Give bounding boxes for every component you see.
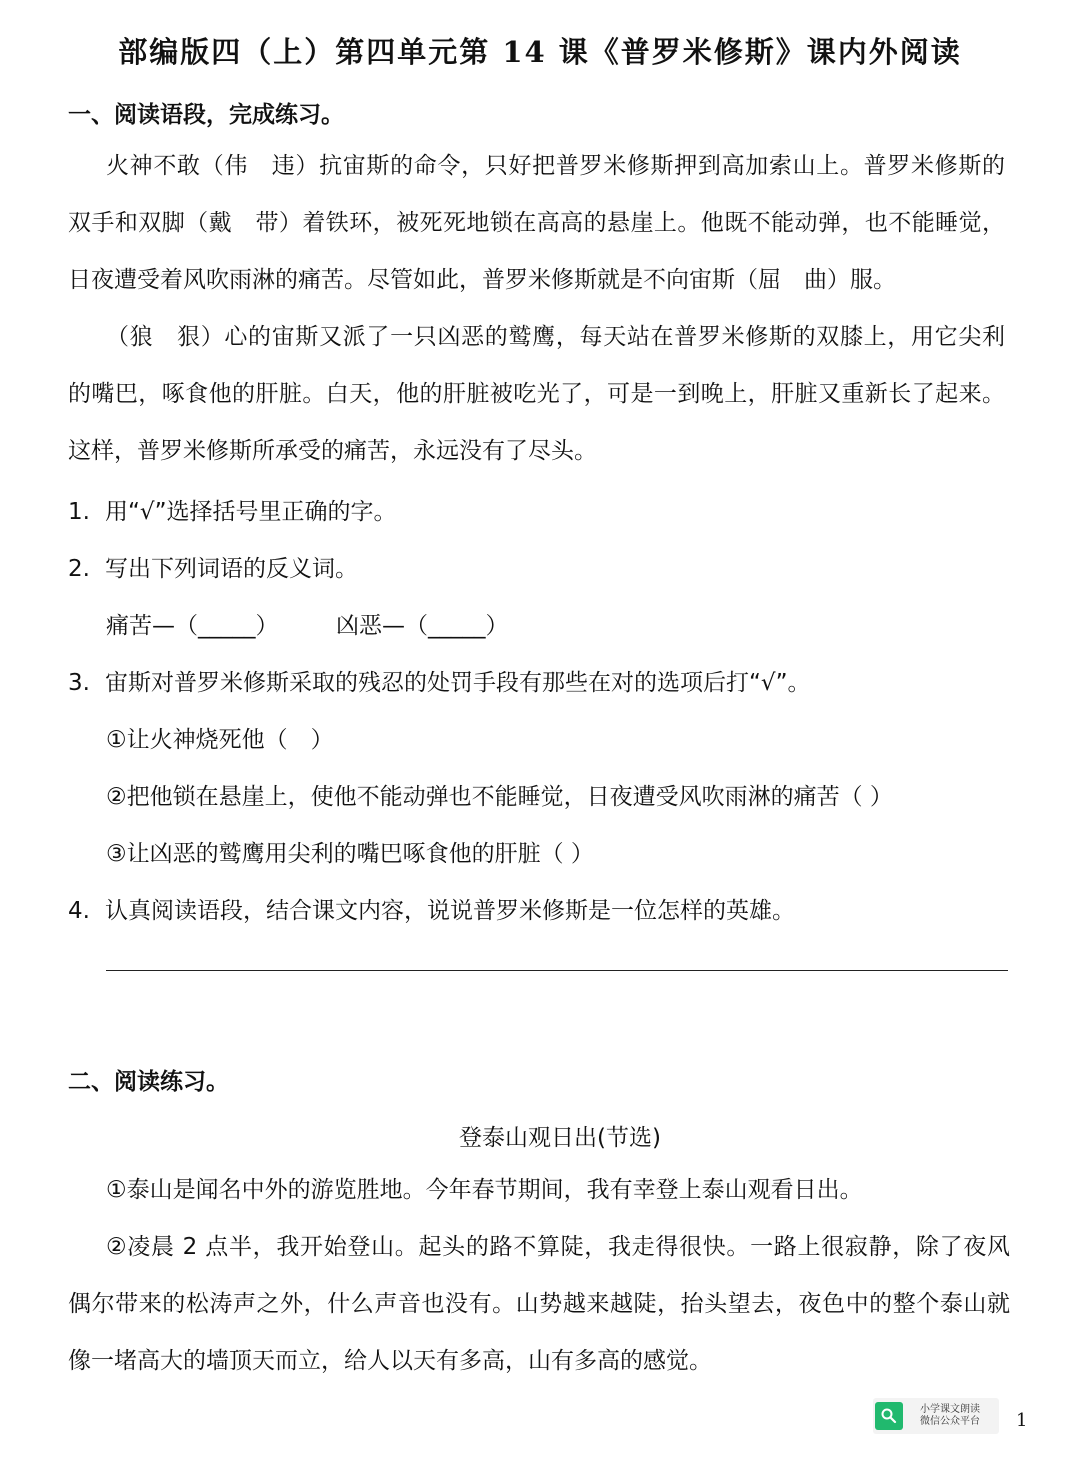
section-2-heading: 二、阅读练习。 (68, 1069, 229, 1095)
question-2 (68, 550, 358, 583)
q3-option-1[interactable]: ①让火神烧死他（ ） (106, 727, 334, 753)
question-text: 认真阅读语段，结合课文内容，说说普罗米修斯是一位怎样的英雄。 (105, 898, 795, 924)
question-number: 1. (68, 499, 90, 525)
question-number: 3. (68, 670, 90, 696)
article-paragraph-1: ①泰山是闻名中外的游览胜地。今年春节期间，我有幸登上泰山观看日出。 (106, 1177, 863, 1203)
q3-option-3[interactable]: ③让凶恶的鹫鹰用尖利的嘴巴啄食他的肝脏（ ） (106, 841, 594, 867)
para1-line-3: 日夜遭受着风吹雨淋的痛苦。尽管如此，普罗米修斯就是不向宙斯（屈 曲）服。 (68, 267, 896, 293)
question-number: 4. (68, 898, 90, 924)
article-p2-line-2: 偶尔带来的松涛声之外，什么声音也没有。山势越来越陡，抬头望去，夜色中的整个泰山就 (68, 1291, 1010, 1317)
para1-line-1: 火神不敢（伟 违）抗宙斯的命令，只好把普罗米修斯押到高加索山上。普罗米修斯的 (106, 153, 1005, 179)
badge-text (920, 1404, 980, 1428)
search-icon (875, 1402, 903, 1430)
question-4 (68, 892, 795, 925)
badge-line-1: 小学课文朗读 (920, 1404, 980, 1415)
para1-line-2: 双手和双脚（戴 带）着铁环，被死死地锁在高高的悬崖上。他既不能动弹，也不能睡觉， (68, 210, 1005, 236)
section-1-heading: 一、阅读语段，完成练习。 (68, 102, 344, 128)
question-text: 写出下列词语的反义词。 (105, 556, 358, 582)
article-p2-line-3: 像一堵高大的墙顶天而立，给人以天有多高，山有多高的感觉。 (68, 1348, 712, 1374)
antonym-blank-xiong-e[interactable]: 凶恶—（_____） (336, 613, 509, 639)
para2-line-2: 的嘴巴，啄食他的肝脏。白天，他的肝脏被吃光了，可是一到晚上，肝脏又重新长了起来。 (68, 381, 1005, 407)
question-1 (68, 493, 397, 526)
page-number: 1 (1016, 1410, 1028, 1431)
question-text: 用“√”选择括号里正确的字。 (105, 499, 397, 525)
wechat-account-badge[interactable] (873, 1398, 999, 1434)
para2-line-1: （狼 狠）心的宙斯又派了一只凶恶的鹫鹰，每天站在普罗米修斯的双膝上，用它尖利 (106, 324, 1005, 350)
para2-line-3: 这样，普罗米修斯所承受的痛苦，永远没有了尽头。 (68, 438, 597, 464)
answer-line[interactable] (106, 970, 1008, 971)
page-title: 部编版四（上）第四单元第 14 课《普罗米修斯》课内外阅读 (118, 35, 962, 69)
question-3 (68, 664, 811, 697)
article-p2-line-1: ②凌晨 2 点半，我开始登山。起头的路不算陡，我走得很快。一路上很寂静，除了夜风 (106, 1234, 1010, 1260)
q3-option-2[interactable]: ②把他锁在悬崖上，使他不能动弹也不能睡觉，日夜遭受风吹雨淋的痛苦（ ） (106, 784, 893, 810)
antonym-blank-tongku[interactable]: 痛苦—（_____） (106, 613, 279, 639)
question-text: 宙斯对普罗米修斯采取的残忍的处罚手段有那些在对的选项后打“√”。 (105, 670, 811, 696)
question-number: 2. (68, 556, 90, 582)
article-title: 登泰山观日出(节选) (459, 1125, 661, 1151)
badge-line-2: 微信公众平台 (920, 1416, 980, 1427)
